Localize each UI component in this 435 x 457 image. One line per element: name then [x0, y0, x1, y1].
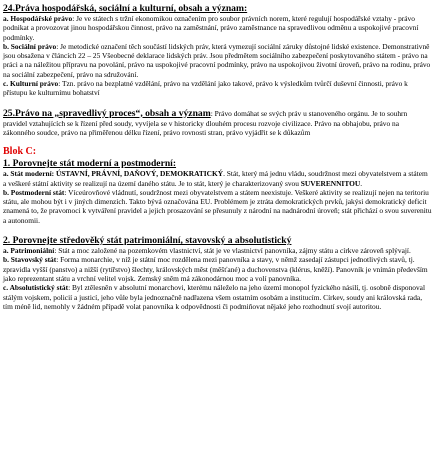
text-patrimonialni: : Stát a moc založené na pozemkovém vlastnictví, stát je ve vlastnictví panovníka, zájmy státu a církve zároveň splývají. [54, 246, 411, 256]
label-postmoderni: b. Postmoderní stát [3, 187, 65, 197]
label-socialni: b. Sociální právo [3, 41, 57, 51]
paragraph-stavovsky [3, 255, 432, 283]
section-c2 [3, 235, 432, 311]
label-stavovsky: b. Stavovský stát [3, 255, 57, 265]
label-kulturni: c. Kulturní právo [3, 79, 59, 89]
section-c1 [3, 158, 432, 225]
paragraph-stat-moderni [3, 169, 432, 188]
section-24-heading: 24.Práva hospodářská, sociální a kulturní, obsah a význam: [3, 3, 248, 14]
spacer [3, 98, 432, 108]
paragraph-socialni [3, 42, 432, 79]
text-hospodarske: : Je ve státech s tržní ekonomikou označením pro soubor právních norem, které regulují hospodářské vztahy - právo podnikat a provozovat jinou hospodářskou činnost, právo na zaměstnání, právo zaměstnance na spravedlivou odměnu a uspokojivé pracovní podmínky. [3, 14, 419, 42]
text-absolutisticky: : Byl ztělesněn v absolutní monarchovi, kterému náleželo na jeho území monopol fyzického násilí, tj. osobně disponoval stálým vojskem, policií a justicí, jeho vůle byla jednoznačně nadřazena všem ostatním osobám a institucím. Církev, soudy ani královská rada, tím méně lid, nemohly v žádném případě volat panovníka k odpovědnosti či podmiňovat nějaké jeho rozhodnutí svojí autoritou. [3, 283, 426, 311]
caps-suverennita: SUVERENNITOU [300, 178, 361, 188]
section-25-heading: 25.Právo na „spravedlivý proces“, obsah a význam [3, 107, 211, 119]
label-hospodarske: a. Hospodářské právo [3, 14, 73, 23]
text-stavovsky: : Forma monarchie, v níž je státní moc rozdělena mezi panovníka a stavy, v němž zasedají zástupci jednotlivých stavů, tj. zpravidla vyšší (panstvo) a nižší (rytířstvo) šlechty, královských měst (měšťané) a duchovenstva (klérus, kněží). Panovník je vnímán především jako reprezentant státu a vrchní velitel vojsk. Zemský sněm má zákonodárnou moc a volí panovníka. [3, 255, 428, 283]
section-24 [3, 3, 432, 98]
section-25 [3, 108, 432, 138]
text-spravedlivy-proces: : Právo domáhat se svých práv u stanoveného orgánu. Je to souhrn pravidel vztahujících se k řízení před soudy, vyvíjela se v historicky dlouhém procesu rozvoje civilizace. Právo na obhajobu, právo na zákonného soudce, právo na přiměřenou délku řízení, právo rovnosti stran, právo vyjádřit se k důkazům [3, 108, 408, 137]
paragraph-patrimonialni [3, 246, 432, 255]
paragraph-hospodarske [3, 14, 432, 42]
spacer [3, 137, 432, 146]
section-c1-heading: 1. Porovnejte stát moderní a postmoderní: [3, 158, 177, 170]
label-stat-moderni: a. Stát moderní [3, 169, 52, 179]
text-socialni: : Je metodické označení těch součástí lidských práv, která vymezují sociální záruky důstojné lidské existence. Demonstrativně jsou obsažena v článcích 22 – 25 Všeobecné deklarace lidských práv. Jsou předmětem sociálního zabezpečení poskytovaného státem - právo na práci a na náležitou přípravu na povolání, právo na uspokojivé pracovní podmínky, právo na uspokojivou životní úroveň, právo na rodinu, právo na sociální zabezpečení, právo na sdružování. [3, 41, 431, 79]
blok-c-heading: Blok C: [3, 146, 37, 158]
paragraph-absolutisticky [3, 283, 432, 311]
caps-stat-moderni: : ÚSTAVNÍ, PRÁVNÍ, DAŇOVÝ, DEMOKRATICKÝ [51, 169, 224, 179]
label-patrimonialni: a. Patrimoniální [3, 246, 55, 256]
text-stat-moderni-end: . [360, 178, 363, 188]
text-postmoderni: : Víceúrovňové vládnutí, soudržnost mezi obyvatelstvem a státem neexistuje. Veškeré aktivity se realizují nejen na teritoriu státu, ale mohou být i v jiných dimenzích. Takto bývá označována EU. Problémem je ztráta demokratických prvků, jakýsi demokratický deficit znamená to, že pravomoci k vytváření pravidel a jejich prosazování se přesunuly z národní na nadnárodní úroveň; stát přichází o svou suverenitu a autonomii. [3, 187, 432, 225]
text-stat-moderni: . Stát, který má jednu vládu, soudržnost mezi obyvatelstvem a státem a veškeré státní aktivity se realizují na území daného státu. Je to stát, který je charakterizovaný svou [3, 169, 428, 188]
paragraph-postmoderni [3, 188, 432, 225]
section-c2-heading: 2. Porovnejte středověký stát patrimoniální, stavovský a absolutistický [3, 235, 292, 247]
paragraph-spravedlivy-proces [3, 108, 432, 138]
text-kulturni: : Tzn. právo na bezplatné vzdělání, právo na vzdělání jako takové, právo k výsledkům tvůrčí duševní činnosti, právo k přístupu ke kulturnímu bohatství [3, 79, 408, 98]
label-absolutisticky: c. Absolutistický stát [3, 283, 69, 293]
spacer [3, 225, 432, 235]
paragraph-kulturni [3, 79, 432, 98]
